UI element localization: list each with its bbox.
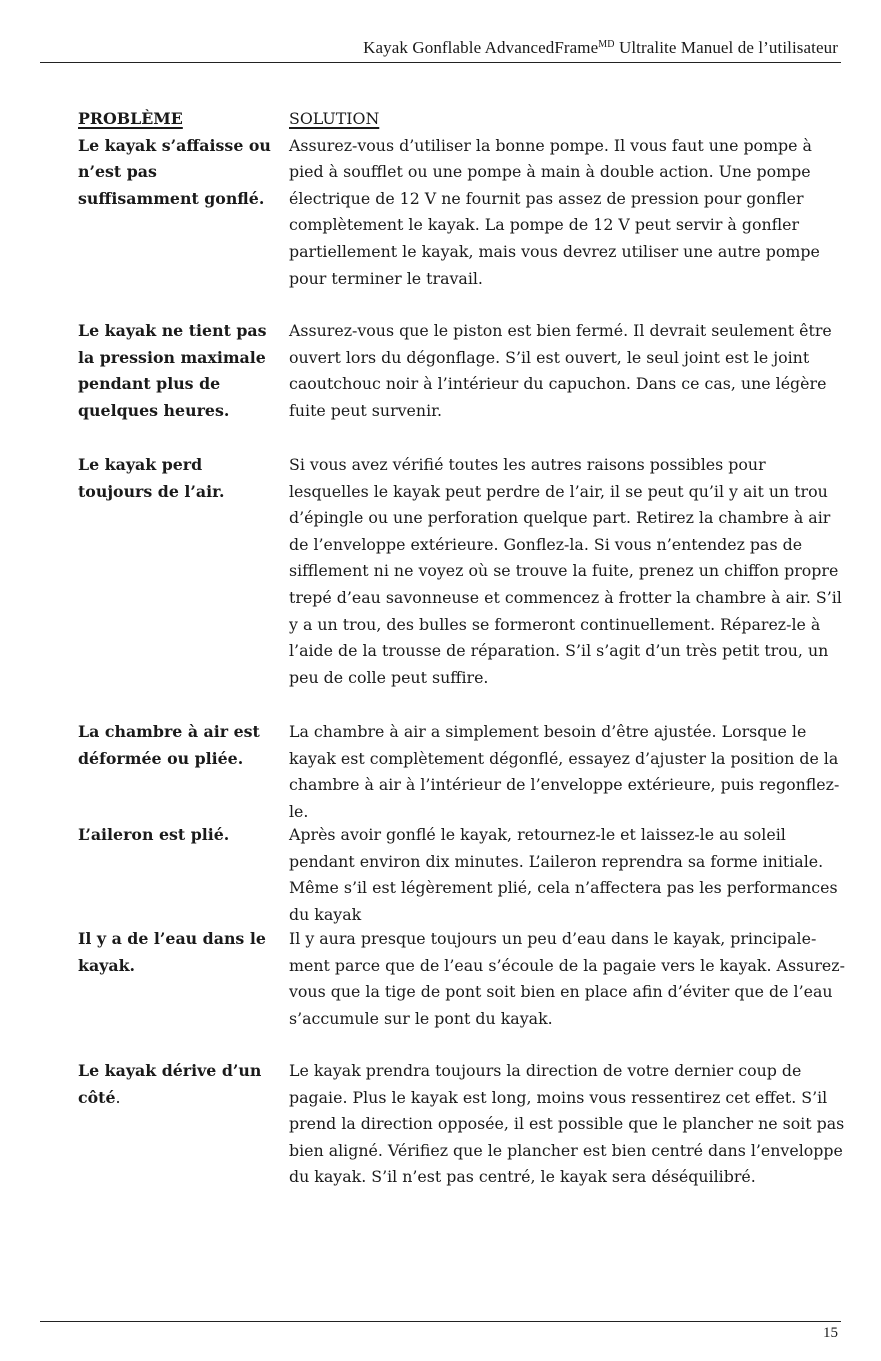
problem-text: Le kayak s’affaisse ou n’est pas suffisamment gonflé. — [78, 135, 271, 208]
header-title-main: Kayak Gonflable AdvancedFrame — [363, 38, 599, 57]
solution-cell-4 — [289, 719, 849, 825]
solution-cell-6 — [289, 926, 849, 1032]
solution-text: Assurez-vous que le piston est bien fermé. Il devrait seulement être ouvert lors du dégonflage. S’il est ouvert, le seul joint est le joint caoutchouc noir à l’intérieur du capuchon. Dans ce cas, une légère fuite peut survenir. — [289, 321, 832, 420]
running-header — [363, 38, 838, 58]
solution-text: Après avoir gonflé le kayak, retournez-le et laissez-le au soleil pendant environ dix minutes. L’aileron reprendra sa forme initiale. Même s’il est légèrement plié, cela n’affectera pas les performances du kayak — [289, 825, 838, 924]
problem-text: L’aileron est plié. — [78, 825, 230, 844]
solution-cell-1 — [289, 106, 849, 292]
solution-column-heading: SOLUTION — [289, 109, 380, 128]
problem-text: Le kayak ne tient pas la pression maximale pendant plus de quelques heures. — [78, 321, 267, 420]
problem-text: Il y a de l’eau dans le kayak. — [78, 929, 266, 975]
problem-text-suffix: . — [115, 1087, 121, 1107]
solution-text: Il y aura presque toujours un peu d’eau dans le kayak, principale-ment parce que de l’eau s’écoule de la pagaie vers le kayak. Assurez-vous que la tige de pont soit bien en place afin d’éviter que de l’eau s’accumule sur le pont du kayak. — [289, 929, 845, 1028]
trademark-superscript: MD — [598, 39, 615, 50]
solution-cell-7 — [289, 1058, 849, 1191]
problem-text: Le kayak dérive d’un côté — [78, 1061, 262, 1107]
solution-text: La chambre à air a simplement besoin d’être ajustée. Lorsque le kayak est complètement dégonflé, essayez d’ajuster la position de la chambre à air à l’intérieur de l’enveloppe extérieure, puis regonflez-le. — [289, 722, 840, 821]
problem-column-heading: PROBLÈME — [78, 109, 183, 128]
problem-cell-6 — [78, 926, 278, 979]
solution-text: Le kayak prendra toujours la direction de votre dernier coup de pagaie. Plus le kayak est long, moins vous ressentirez cet effet. S’il prend la direction opposée, il est possible que le plancher ne soit pas bien aligné. Vérifiez que le plancher est bien centré dans l’enveloppe du kayak. S’il n’est pas centré, le kayak sera déséquilibré. — [289, 1061, 845, 1187]
problem-cell-2 — [78, 318, 278, 424]
footer-divider — [40, 1321, 841, 1322]
page-number: 15 — [823, 1325, 838, 1341]
solution-text: Si vous avez vérifié toutes les autres raisons possibles pour lesquelles le kayak peut perdre de l’air, il se peut qu’il y ait un trou d’épingle ou une perforation quelque part. Retirez la chambre à air de l’enveloppe extérieure. Gonflez-la. Si vous n’entendez pas de sifflement ni ne voyez où se trouve la fuite, prenez un chiffon propre trepé d’eau savonneuse et commencez à frotter la chambre à air. S’il y a un trou, des bulles se formeront continuellement. Réparez-le à l’aide de la trousse de réparation. S’il s’agit d’un très petit trou, un peu de colle peut suffire. — [289, 455, 842, 687]
solution-cell-2 — [289, 318, 849, 424]
problem-cell-5 — [78, 822, 278, 849]
header-divider — [40, 62, 841, 63]
problem-cell-7 — [78, 1058, 278, 1111]
problem-text: La chambre à air est déformée ou pliée. — [78, 722, 260, 768]
solution-text: Assurez-vous d’utiliser la bonne pompe. Il vous faut une pompe à pied à soufflet ou une pompe à main à double action. Une pompe électrique de 12 V ne fournit pas assez de pression pour gonfler complètement le kayak. La pompe de 12 V peut servir à gonfler partiellement le kayak, mais vous devrez utiliser une autre pompe pour terminer le travail. — [289, 135, 820, 288]
solution-cell-3 — [289, 452, 849, 691]
solution-cell-5 — [289, 822, 849, 928]
problem-text: Le kayak perd toujours de l’air. — [78, 455, 225, 501]
problem-cell-1 — [78, 106, 278, 212]
problem-cell-4 — [78, 719, 278, 772]
problem-cell-3 — [78, 452, 278, 505]
header-title-rest: Ultralite Manuel de l’utilisateur — [614, 38, 838, 57]
